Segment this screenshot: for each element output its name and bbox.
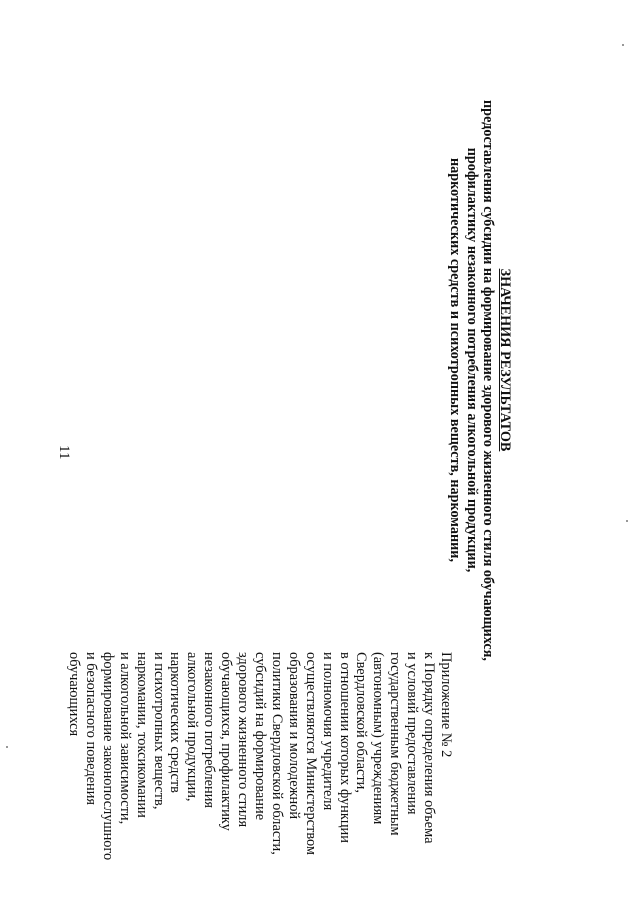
scan-speck: [626, 520, 628, 522]
appendix-line: и безопасного поведения: [82, 652, 99, 806]
appendix-line: и полномочия учредителя: [319, 652, 336, 811]
appendix-line: к Порядку определения объема: [421, 652, 438, 844]
appendix-line: (автономным) учреждениям: [370, 652, 387, 825]
scan-speck: [622, 44, 624, 46]
appendix-line: здорового жизненного стиля: [235, 652, 252, 828]
appendix-line: и психотропных веществ,: [150, 652, 167, 810]
appendix-line: формирование законопослушного: [99, 652, 116, 861]
appendix-line: государственным бюджетным: [387, 652, 404, 836]
appendix-line: Свердловской области,: [353, 652, 370, 793]
heading-title: ЗНАЧЕНИЯ РЕЗУЛЬТАТОВ: [497, 268, 513, 452]
appendix-line: Приложение № 2: [438, 652, 454, 758]
appendix-line: в отношении которых функции: [336, 652, 353, 843]
appendix-line: субсидий на формирование: [252, 652, 269, 821]
appendix-line: и условий предоставления: [404, 652, 421, 815]
appendix-line: осуществляются Министерством: [302, 652, 319, 856]
document-heading: [447, 100, 513, 661]
scan-speck: [6, 746, 8, 748]
appendix-line: алкогольной продукции,: [184, 652, 201, 802]
heading-line: предоставления субсидии на формирование здорового жизненного стиля обучающихся,: [480, 100, 497, 661]
appendix-line: обучающихся: [66, 652, 83, 737]
appendix-line: наркомании, токсикомании: [133, 652, 150, 818]
page-number: 11: [56, 445, 72, 460]
appendix-line: обучающихся, профилактику: [218, 652, 235, 831]
appendix-line: и алкогольной зависимости,: [116, 652, 133, 825]
heading-line: наркотических средств и психотропных веществ, наркомании,: [447, 157, 464, 563]
heading-line: профилактику незаконного потребления алкогольной продукции,: [463, 147, 480, 573]
appendix-line: наркотических средств: [167, 652, 184, 793]
appendix-line: незаконного потребления: [201, 652, 218, 809]
appendix-line: образования и молодежной: [285, 652, 302, 820]
appendix-caption: [65, 652, 454, 912]
appendix-line: политики Свердловской области,: [268, 652, 285, 855]
